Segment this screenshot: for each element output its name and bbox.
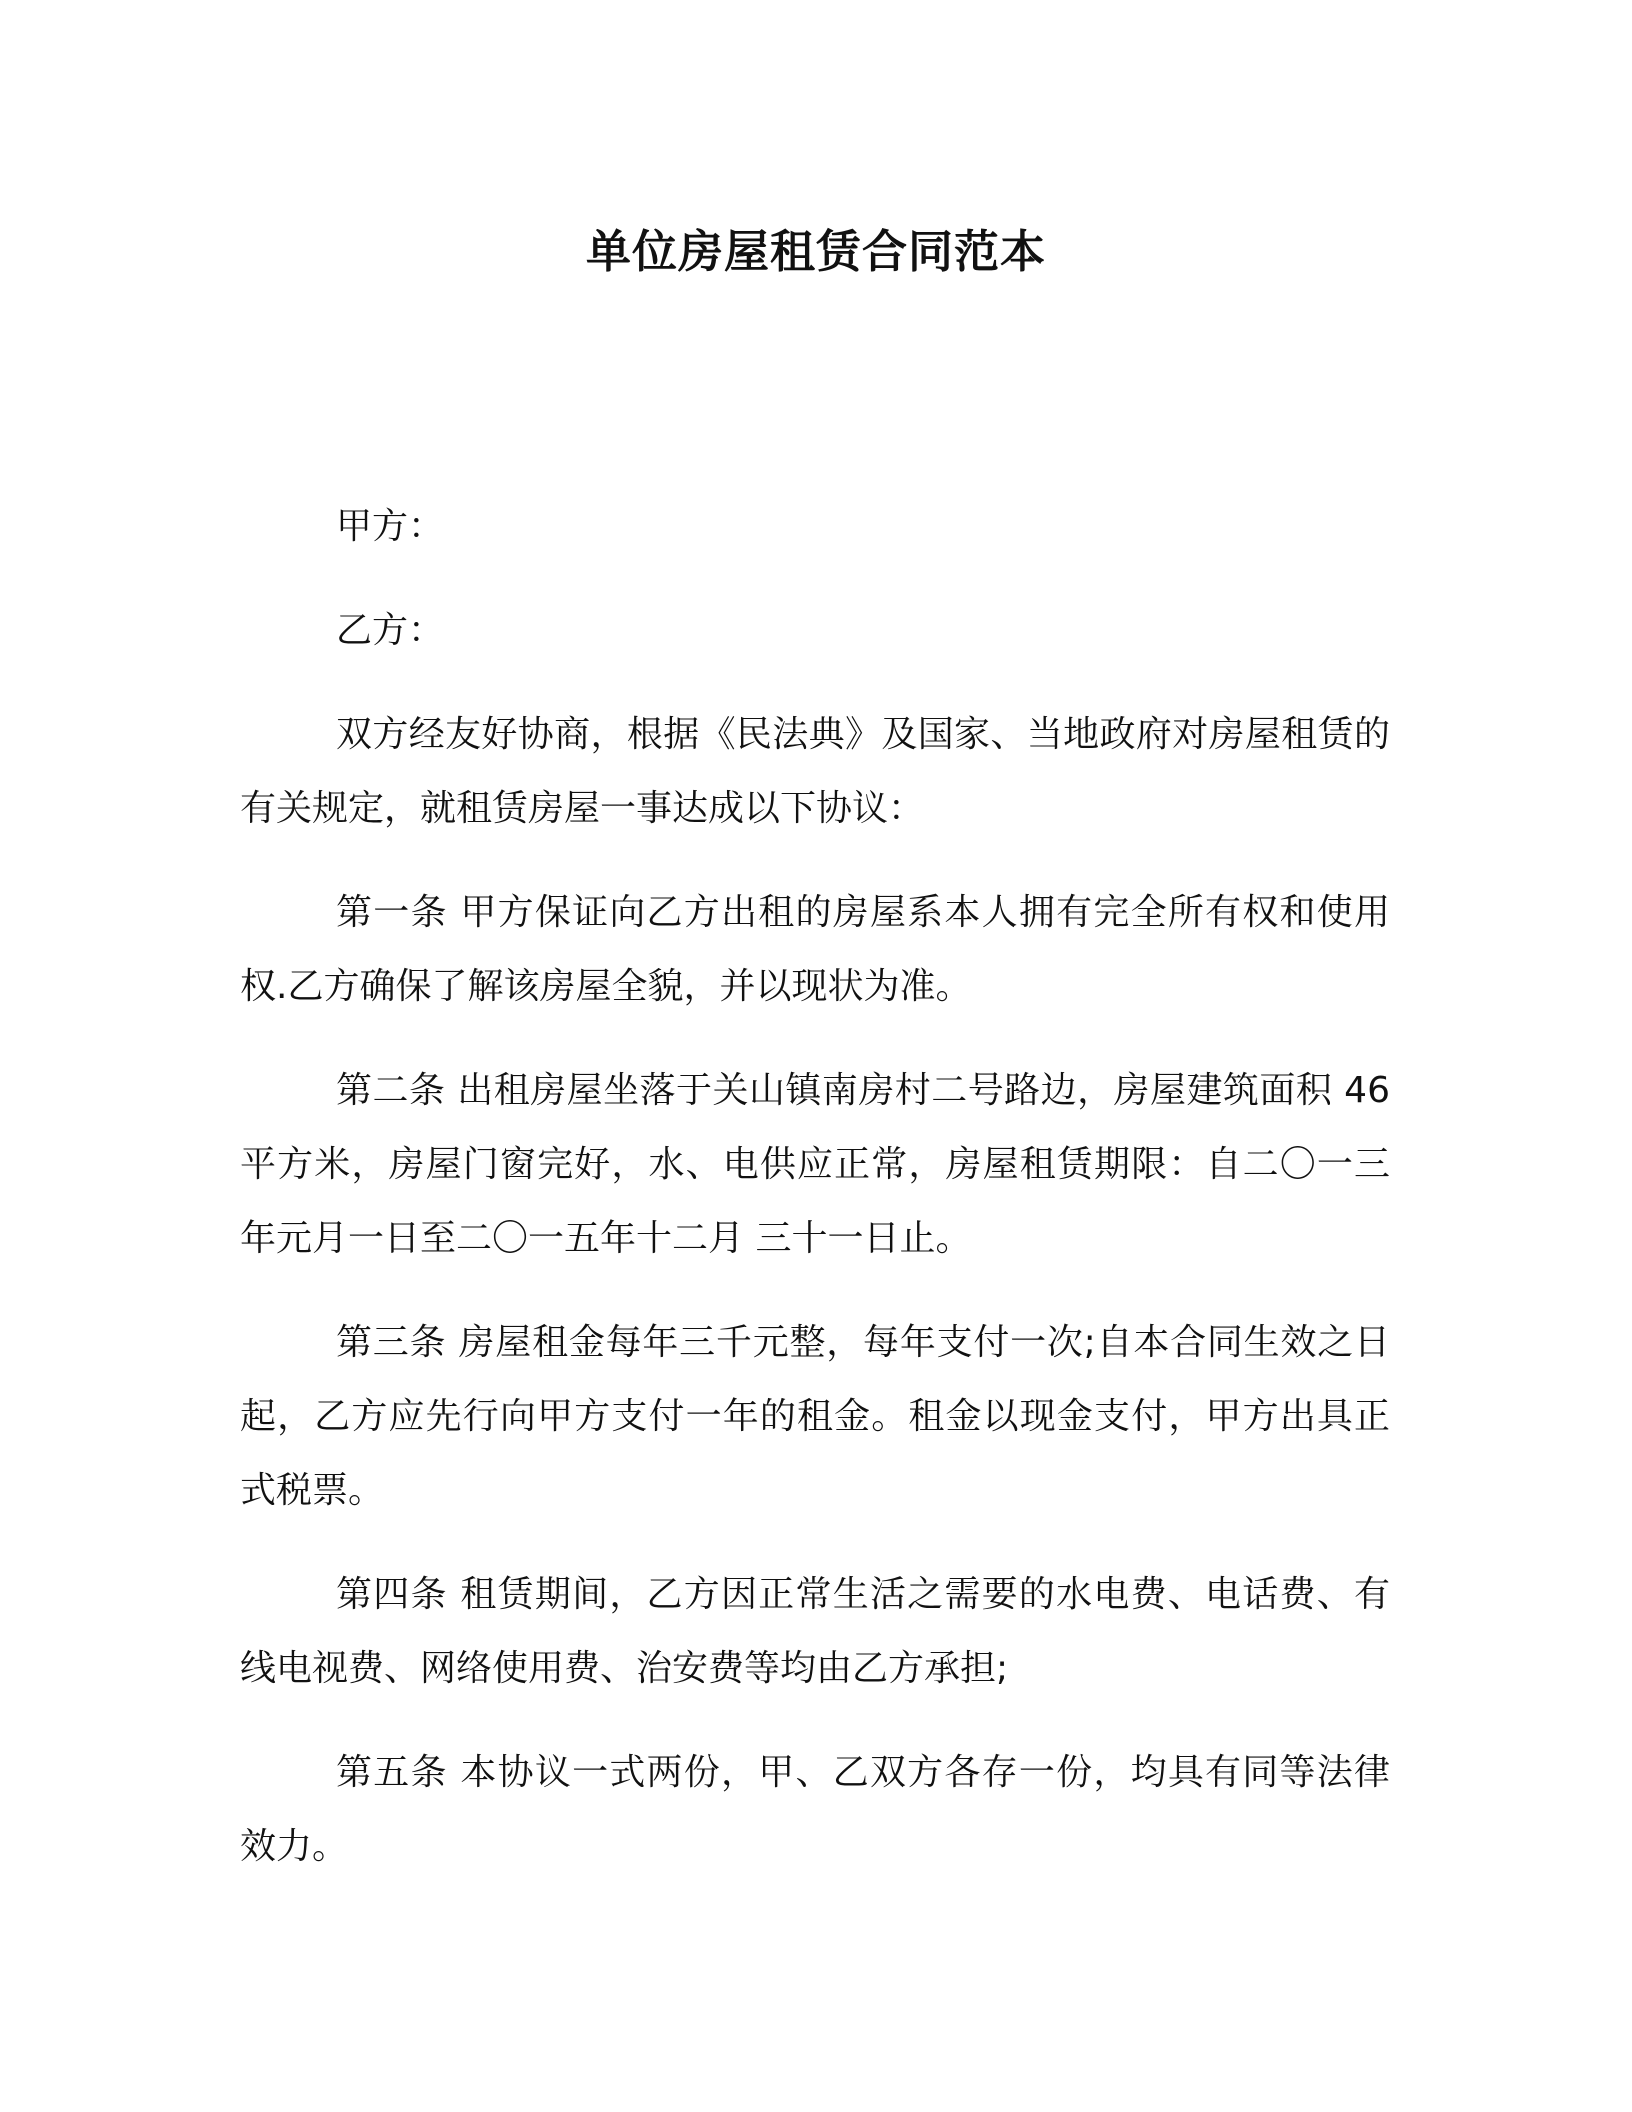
document-title: 单位房屋租赁合同范本 <box>585 225 1046 278</box>
article-1-paragraph: 第一条 甲方保证向乙方出租的房屋系本人拥有完全所有权和使用权.乙方确保了解该房屋全貌，并以现状为准。 <box>240 892 1390 1007</box>
party-b-line: 乙方： <box>336 610 445 651</box>
article-5-paragraph: 第五条 本协议一式两份，甲、乙双方各存一份，均具有同等法律效力。 <box>240 1752 1390 1867</box>
party-a-line: 甲方： <box>336 506 445 547</box>
article-4-paragraph: 第四条 租赁期间，乙方因正常生活之需要的水电费、电话费、有线电视费、网络使用费、治安费等均由乙方承担; <box>240 1574 1390 1689</box>
preamble-paragraph: 双方经友好协商，根据《民法典》及国家、当地政府对房屋租赁的有关规定，就租赁房屋一事达成以下协议： <box>240 714 1390 829</box>
article-2-paragraph: 第二条 出租房屋坐落于关山镇南房村二号路边，房屋建筑面积 46 平方米，房屋门窗完好，水、电供应正常，房屋租赁期限：自二〇一三年元月一日至二〇一五年十二月 三十一日止。 <box>240 1070 1390 1259</box>
article-3-paragraph: 第三条 房屋租金每年三千元整，每年支付一次;自本合同生效之日起，乙方应先行向甲方支付一年的租金。租金以现金支付，甲方出具正式税票。 <box>240 1322 1390 1511</box>
document-body <box>240 490 1390 1914</box>
